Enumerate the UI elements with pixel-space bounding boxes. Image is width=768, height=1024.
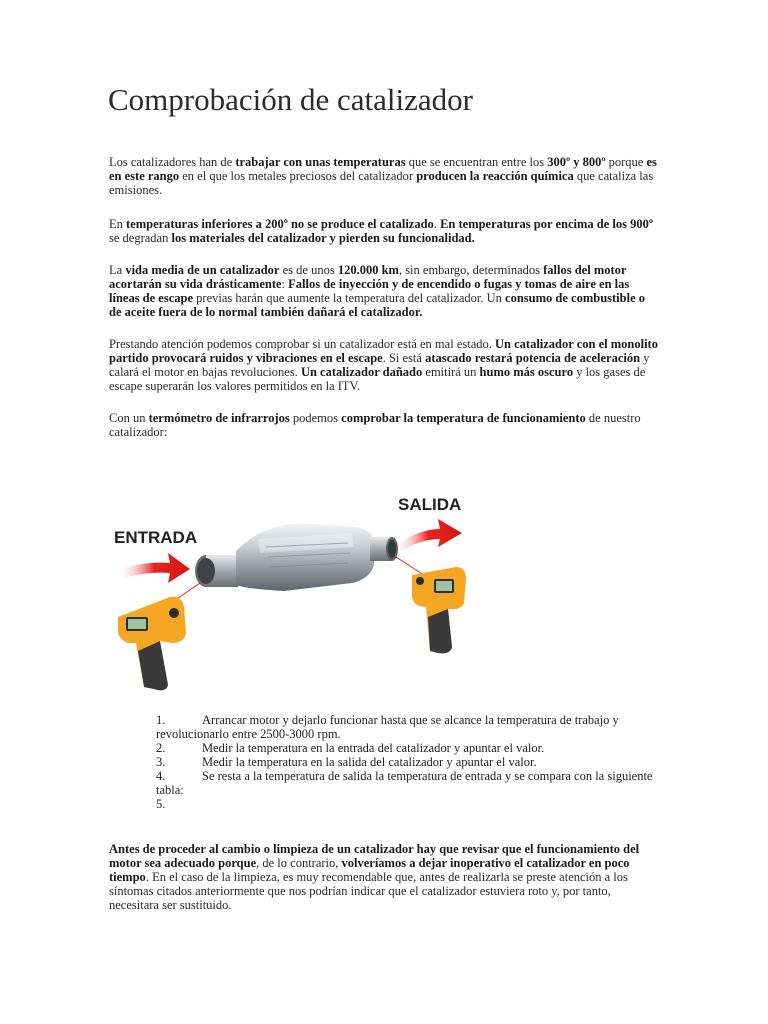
bold-text-run: producen la reacción química [416, 169, 574, 183]
catalyst-measurement-illustration [108, 457, 480, 695]
bold-text-run: Fallos de inyección y de encendido o fugas y tomas de aire en las líneas de escape [109, 277, 630, 305]
text-run: que se encuentran entre los [405, 155, 548, 169]
step-text: Se resta a la temperatura de salida la temperatura de entrada y se compara con la siguiente tabla: [156, 769, 653, 797]
bold-text-run: atascado restará potencia de aceleración [425, 351, 641, 365]
text-run: y los gases de escape superarán los valores permitidos en la ITV. [109, 365, 646, 393]
list-item [156, 755, 656, 769]
bold-text-run: comprobar la temperatura de funcionamiento [341, 411, 586, 425]
text-run: . En el caso de la limpieza, es muy recomendable que, antes de realizarla se preste atención a los síntomas citados anteriormente que nos podrían indicar que el catalizador estuviera roto y, por tanto, necesitara ser sustituido. [109, 870, 628, 912]
text-run: , de lo contrario, [256, 856, 342, 870]
page-title: Comprobación de catalizador [108, 82, 473, 117]
bold-text-run: es en este rango [109, 155, 657, 183]
bold-text-run: volveríamos a dejar inoperativo el catalizador en poco tiempo [109, 856, 630, 884]
text-run: previas harán que aumente la temperatura del catalizador. Un [193, 291, 506, 305]
infrared-thermometer-inlet-icon [118, 597, 186, 691]
text-run: : [281, 277, 289, 291]
paragraph-temperature-range [109, 155, 659, 197]
infrared-thermometer-outlet-icon [412, 567, 466, 653]
bold-text-run: vida media de un catalizador [125, 263, 280, 277]
outlet-label: SALIDA [398, 495, 462, 514]
step-number: 1. [156, 713, 166, 727]
bold-text-run: trabajar con unas temperaturas [235, 155, 406, 169]
list-item [156, 797, 656, 811]
text-run: . [433, 217, 441, 231]
step-number: 4. [156, 769, 166, 783]
text-run: Prestando atención podemos comprobar si un catalizador está en mal estado. [109, 337, 495, 351]
text-run: y calará el motor en bajas revoluciones. [109, 351, 650, 379]
paragraph-temperature-limits [109, 217, 659, 245]
list-item [156, 713, 656, 741]
text-run: que cataliza las emisiones. [109, 169, 654, 197]
text-run: se degradan [109, 231, 172, 245]
bold-text-run: termómetro de infrarrojos [148, 411, 290, 425]
outlet-arrow-icon [394, 519, 462, 553]
paragraph-before-replacement [109, 842, 659, 912]
paragraph-infrared-thermometer [109, 411, 659, 439]
catalytic-converter-image [195, 523, 398, 591]
step-text: Medir la temperatura en la salida del catalizador y apuntar el valor. [202, 755, 537, 769]
bold-text-run: En temperaturas por encima de los 900º [440, 217, 653, 231]
inlet-arrow-icon [118, 553, 190, 583]
list-item [156, 741, 656, 755]
bold-text-run: temperaturas inferiores a 200º no se produce el catalizado [126, 217, 434, 231]
text-run: de nuestro catalizador: [109, 411, 641, 439]
text-run: Los catalizadores han de [109, 155, 236, 169]
bold-text-run: los materiales del catalizador y pierden su funcionalidad. [171, 231, 475, 245]
bold-text-run: Un catalizador con el monolito partido provocará ruidos y vibraciones en el escape [109, 337, 658, 365]
paragraph-service-life [109, 263, 659, 319]
inlet-label: ENTRADA [114, 528, 198, 547]
step-number: 5. [156, 797, 166, 811]
text-run: emitirá un [422, 365, 480, 379]
bold-text-run: Antes de proceder al cambio o limpieza de un catalizador hay que revisar que el funcionamiento del motor sea adecuado porque [109, 842, 640, 870]
procedure-steps-list [156, 713, 656, 811]
text-run: podemos [289, 411, 342, 425]
bold-text-run: fallos del motor acortarán su vida drásticamente [109, 263, 627, 291]
paragraph-symptoms [109, 337, 659, 393]
step-text: Arrancar motor y dejarlo funcionar hasta que se alcance la temperatura de trabajo y revolucionarlo entre 2500-3000 rpm. [156, 713, 619, 741]
step-number: 3. [156, 755, 166, 769]
bold-text-run: humo más oscuro [479, 365, 574, 379]
step-number: 2. [156, 741, 166, 755]
text-run: En [109, 217, 127, 231]
bold-text-run: 120.000 km [337, 263, 399, 277]
text-run: porque [605, 155, 647, 169]
list-item [156, 769, 656, 797]
text-run: es de unos [279, 263, 338, 277]
outlet-laser-beam [396, 557, 424, 575]
text-run: en el que los metales preciosos del catalizador [179, 169, 417, 183]
step-text: Medir la temperatura en la entrada del catalizador y apuntar el valor. [202, 741, 545, 755]
bold-text-run: 300º y 800º [547, 155, 606, 169]
text-run: . Si está [382, 351, 426, 365]
text-run: La [109, 263, 126, 277]
text-run: , sin embargo, determinados [398, 263, 544, 277]
bold-text-run: Un catalizador dañado [300, 365, 423, 379]
bold-text-run: consumo de combustible o de aceite fuera de lo normal también dañará el catalizador. [109, 291, 645, 319]
text-run: Con un [109, 411, 149, 425]
